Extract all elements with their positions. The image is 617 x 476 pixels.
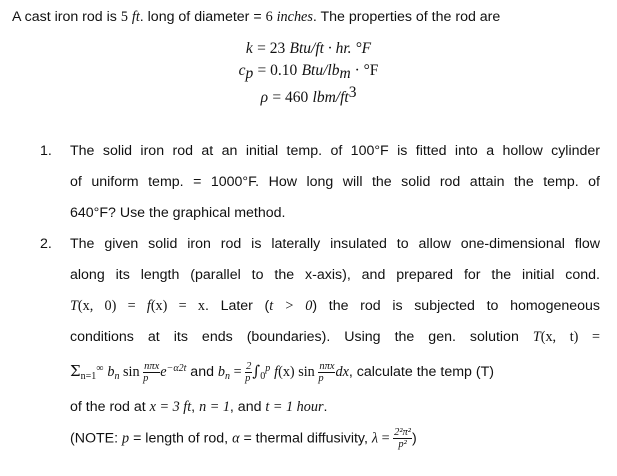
rod-length-unit: ft (131, 9, 140, 25)
rod-diameter-unit: inches (276, 9, 313, 25)
q1-line-2: of uniform temp. = 1000°F. How long will the solid rod attain the temp. of (70, 174, 600, 190)
question-2 (40, 229, 600, 423)
intro-text-b: . long of diameter = (139, 9, 266, 25)
q2-line-1: The given solid iron rod is laterally insulated to allow one-dimensional flow (70, 236, 600, 252)
question-list (40, 136, 600, 423)
fraction: $\frac{2}{p}$ (245, 360, 252, 384)
fraction: $\frac{\text{nπx}}{p}$ (318, 360, 335, 384)
summation-symbol: Σ (70, 362, 81, 380)
rod-diameter-value: 6 (265, 9, 273, 25)
q2-line-5-formula: $\Sigma_{n=1}^\infty$ $b_n$ sin $\frac{\text{nπx}}{p}$ $e^{-\alpha 2t}$ and $b_n$ = $\frac{2}{p}$ $\int_0^p$ f(x) sin $\frac{\text{nπx}}{p}$ dx, calculate the temp (T) (70, 360, 494, 384)
rod-length-value: 5 (120, 9, 128, 25)
q2-line-2: along its length (parallel to the x-axis), and prepared for the initial cond. (70, 267, 600, 283)
fraction: $\frac{\text{nπx}}{p}$ (143, 360, 160, 384)
q2-line-3: T(x, 0) = f(x) = x. Later (t > 0) the rod is subjected to homogeneous (70, 298, 601, 314)
property-k: k = 23 Btu/ft · hr. °F (245, 40, 372, 57)
fraction: $\frac{\text{2²π²}}{\text{p²}}$ (394, 427, 411, 450)
intro-text-a: A cast iron rod is (12, 9, 121, 25)
integral-symbol: ∫ (252, 362, 261, 380)
rod-properties (0, 38, 617, 104)
property-cp: cp = 0.10 Btu/lbm · °F (238, 62, 379, 82)
q2-line-4: conditions at its ends (boundaries). Using the gen. solution T(x, t) = (70, 329, 600, 345)
property-rho: ρ = 460 lbm/ft3 (260, 84, 357, 106)
problem-intro (12, 9, 500, 26)
q2-line-6: of the rod at x = 3 ft, n = 1, and t = 1 hour. (70, 399, 328, 415)
question-1 (40, 136, 600, 229)
q1-line-3: 640°F? Use the graphical method. (70, 205, 286, 221)
question-number: 1. (40, 143, 52, 159)
intro-text-c: . The properties of the rod are (312, 9, 501, 25)
note: (NOTE: p = length of rod, α = thermal diffusivity, λ = $\frac{\text{2²π²}}{\text{p²}}$ ) (70, 427, 417, 450)
question-number: 2. (40, 236, 52, 252)
q1-line-1: The solid iron rod at an initial temp. of 100°F is fitted into a hollow cylinder (70, 143, 600, 159)
